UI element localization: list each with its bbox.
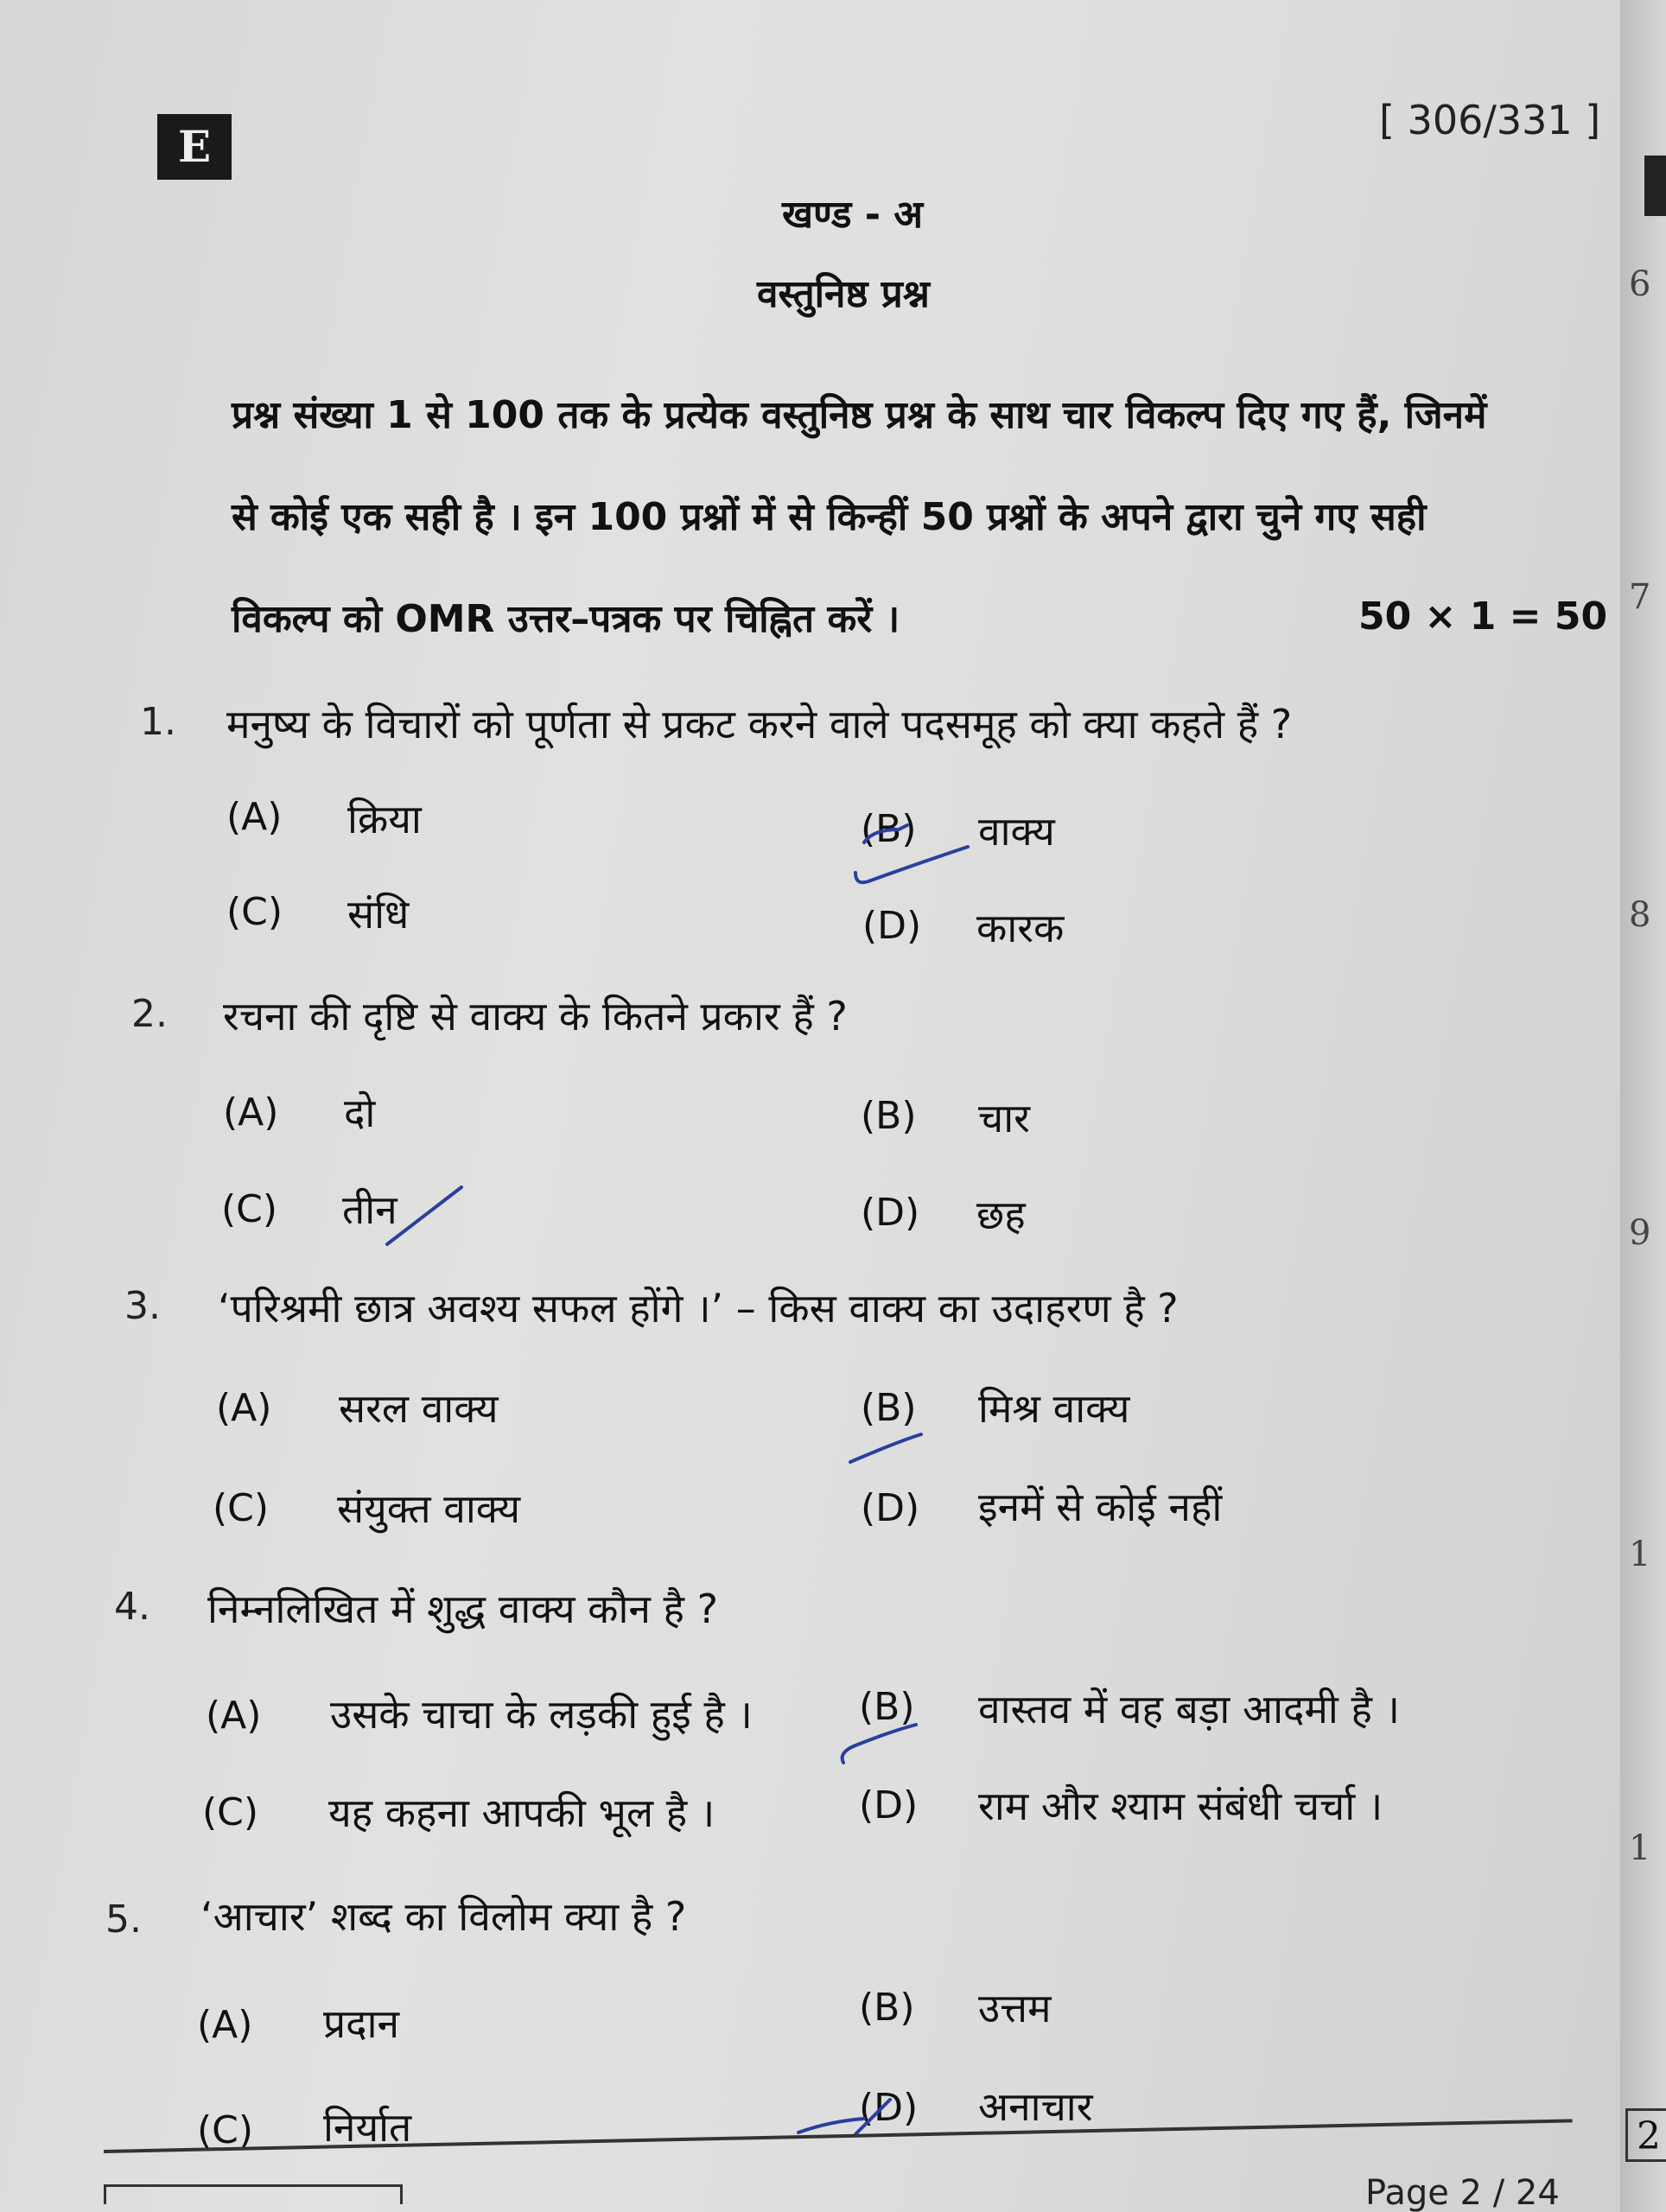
option-text: यह कहना आपकी भूल है ।	[328, 1789, 715, 1836]
option-letter: (D)	[859, 2086, 919, 2130]
paper-code: [ 306/331 ]	[1379, 97, 1601, 143]
option-text: मिश्र वाक्य	[978, 1385, 1130, 1432]
tick-q4-b	[843, 1725, 916, 1763]
option-text: वाक्य	[978, 808, 1055, 855]
option-letter: (D)	[862, 904, 922, 948]
option-text: अनाचार	[978, 2083, 1093, 2130]
option-text: कारक	[976, 905, 1065, 951]
footer-box	[104, 2184, 403, 2204]
option-letter: (B)	[861, 1386, 917, 1430]
question-text: मनुष्य के विचारों को पूर्णता से प्रकट करने वाले पदसमूह को क्या कहते हैं ?	[226, 701, 1293, 747]
option-letter: (B)	[859, 1685, 915, 1729]
instruction-line-3: विकल्प को OMR उत्तर–पत्रक पर चिह्नित करें ।	[232, 597, 900, 641]
question-text: निम्नलिखित में शुद्ध वाक्य कौन है ?	[207, 1586, 719, 1632]
option-text: उसके चाचा के लड़की हुई है ।	[330, 1691, 753, 1738]
adjacent-page-box: 2	[1625, 2108, 1666, 2162]
option-letter: (D)	[859, 1783, 919, 1827]
option-letter: (A)	[197, 2003, 253, 2047]
option-letter: (C)	[202, 1790, 259, 1834]
option-text: राम और श्याम संबंधी चर्चा ।	[978, 1783, 1383, 1829]
option-text: दो	[344, 1090, 376, 1136]
adjacent-margin-number: 1	[1629, 1828, 1651, 1868]
question-number: 1.	[140, 700, 176, 744]
option-letter: (A)	[223, 1090, 279, 1135]
option-text: छह	[976, 1192, 1026, 1238]
question-number: 2.	[131, 992, 168, 1036]
option-letter: (A)	[226, 795, 283, 839]
question-text: ‘आचार’ शब्द का विलोम क्या है ?	[200, 1893, 687, 1940]
option-text: सरल वाक्य	[339, 1385, 499, 1432]
option-letter: (D)	[861, 1486, 920, 1530]
option-letter: (B)	[859, 1986, 915, 2030]
tick-q1-b-underline	[855, 847, 968, 882]
adjacent-margin-number: 1	[1629, 1535, 1651, 1574]
adjacent-margin-number: 7	[1629, 577, 1651, 617]
option-text: उत्तम	[978, 1985, 1052, 2031]
option-letter: (C)	[213, 1486, 270, 1530]
section-title: खण्ड - अ	[782, 193, 923, 237]
option-letter: (C)	[221, 1187, 278, 1231]
option-text: चार	[978, 1095, 1030, 1141]
tick-q2-c	[387, 1187, 461, 1244]
marks-total: 50 × 1 = 50	[1358, 594, 1608, 639]
option-text: वास्तव में वह बड़ा आदमी है ।	[978, 1686, 1400, 1732]
option-text: तीन	[342, 1186, 397, 1233]
option-text: प्रदान	[323, 2000, 400, 2047]
adjacent-margin-number: 9	[1629, 1213, 1651, 1253]
option-letter: (D)	[861, 1191, 920, 1235]
tick-q3-b	[850, 1434, 921, 1462]
adjacent-margin-number: 6	[1629, 264, 1651, 304]
question-number: 3.	[124, 1284, 161, 1328]
option-text: संधि	[347, 891, 410, 938]
option-letter: (A)	[206, 1694, 262, 1738]
option-text: निर्यात	[323, 2104, 412, 2151]
option-letter: (B)	[861, 807, 917, 851]
question-number: 5.	[105, 1897, 142, 1942]
adjacent-page-edge	[1620, 0, 1666, 2212]
option-text: इनमें से कोई नहीं	[978, 1484, 1223, 1530]
question-text: ‘परिश्रमी छात्र अवश्य सफल होंगे ।’ – किस वाक्य का उदाहरण है ?	[218, 1285, 1179, 1332]
page-number: Page 2 / 24	[1365, 2173, 1560, 2212]
instruction-line-2: से कोई एक सही है । इन 100 प्रश्नों में से किन्हीं 50 प्रश्नों के अपने द्वारा चुने गए सही	[232, 495, 1427, 539]
option-letter: (A)	[216, 1386, 272, 1430]
set-code-badge: E	[157, 114, 232, 180]
option-letter: (C)	[226, 890, 283, 934]
adjacent-margin-number: 8	[1629, 895, 1651, 935]
adjacent-page-block	[1644, 156, 1666, 216]
option-letter: (C)	[197, 2108, 254, 2152]
section-subtitle: वस्तुनिष्ठ प्रश्न	[757, 272, 930, 316]
option-text: क्रिया	[347, 796, 422, 842]
option-text: संयुक्त वाक्य	[337, 1485, 521, 1532]
question-text: रचना की दृष्टि से वाक्य के कितने प्रकार हैं ?	[223, 993, 848, 1039]
instruction-line-1: प्रश्न संख्या 1 से 100 तक के प्रत्येक वस्तुनिष्ठ प्रश्न के साथ चार विकल्प दिए गए हैं, जिनमें	[232, 393, 1487, 437]
option-letter: (B)	[861, 1094, 917, 1138]
question-number: 4.	[114, 1585, 150, 1629]
